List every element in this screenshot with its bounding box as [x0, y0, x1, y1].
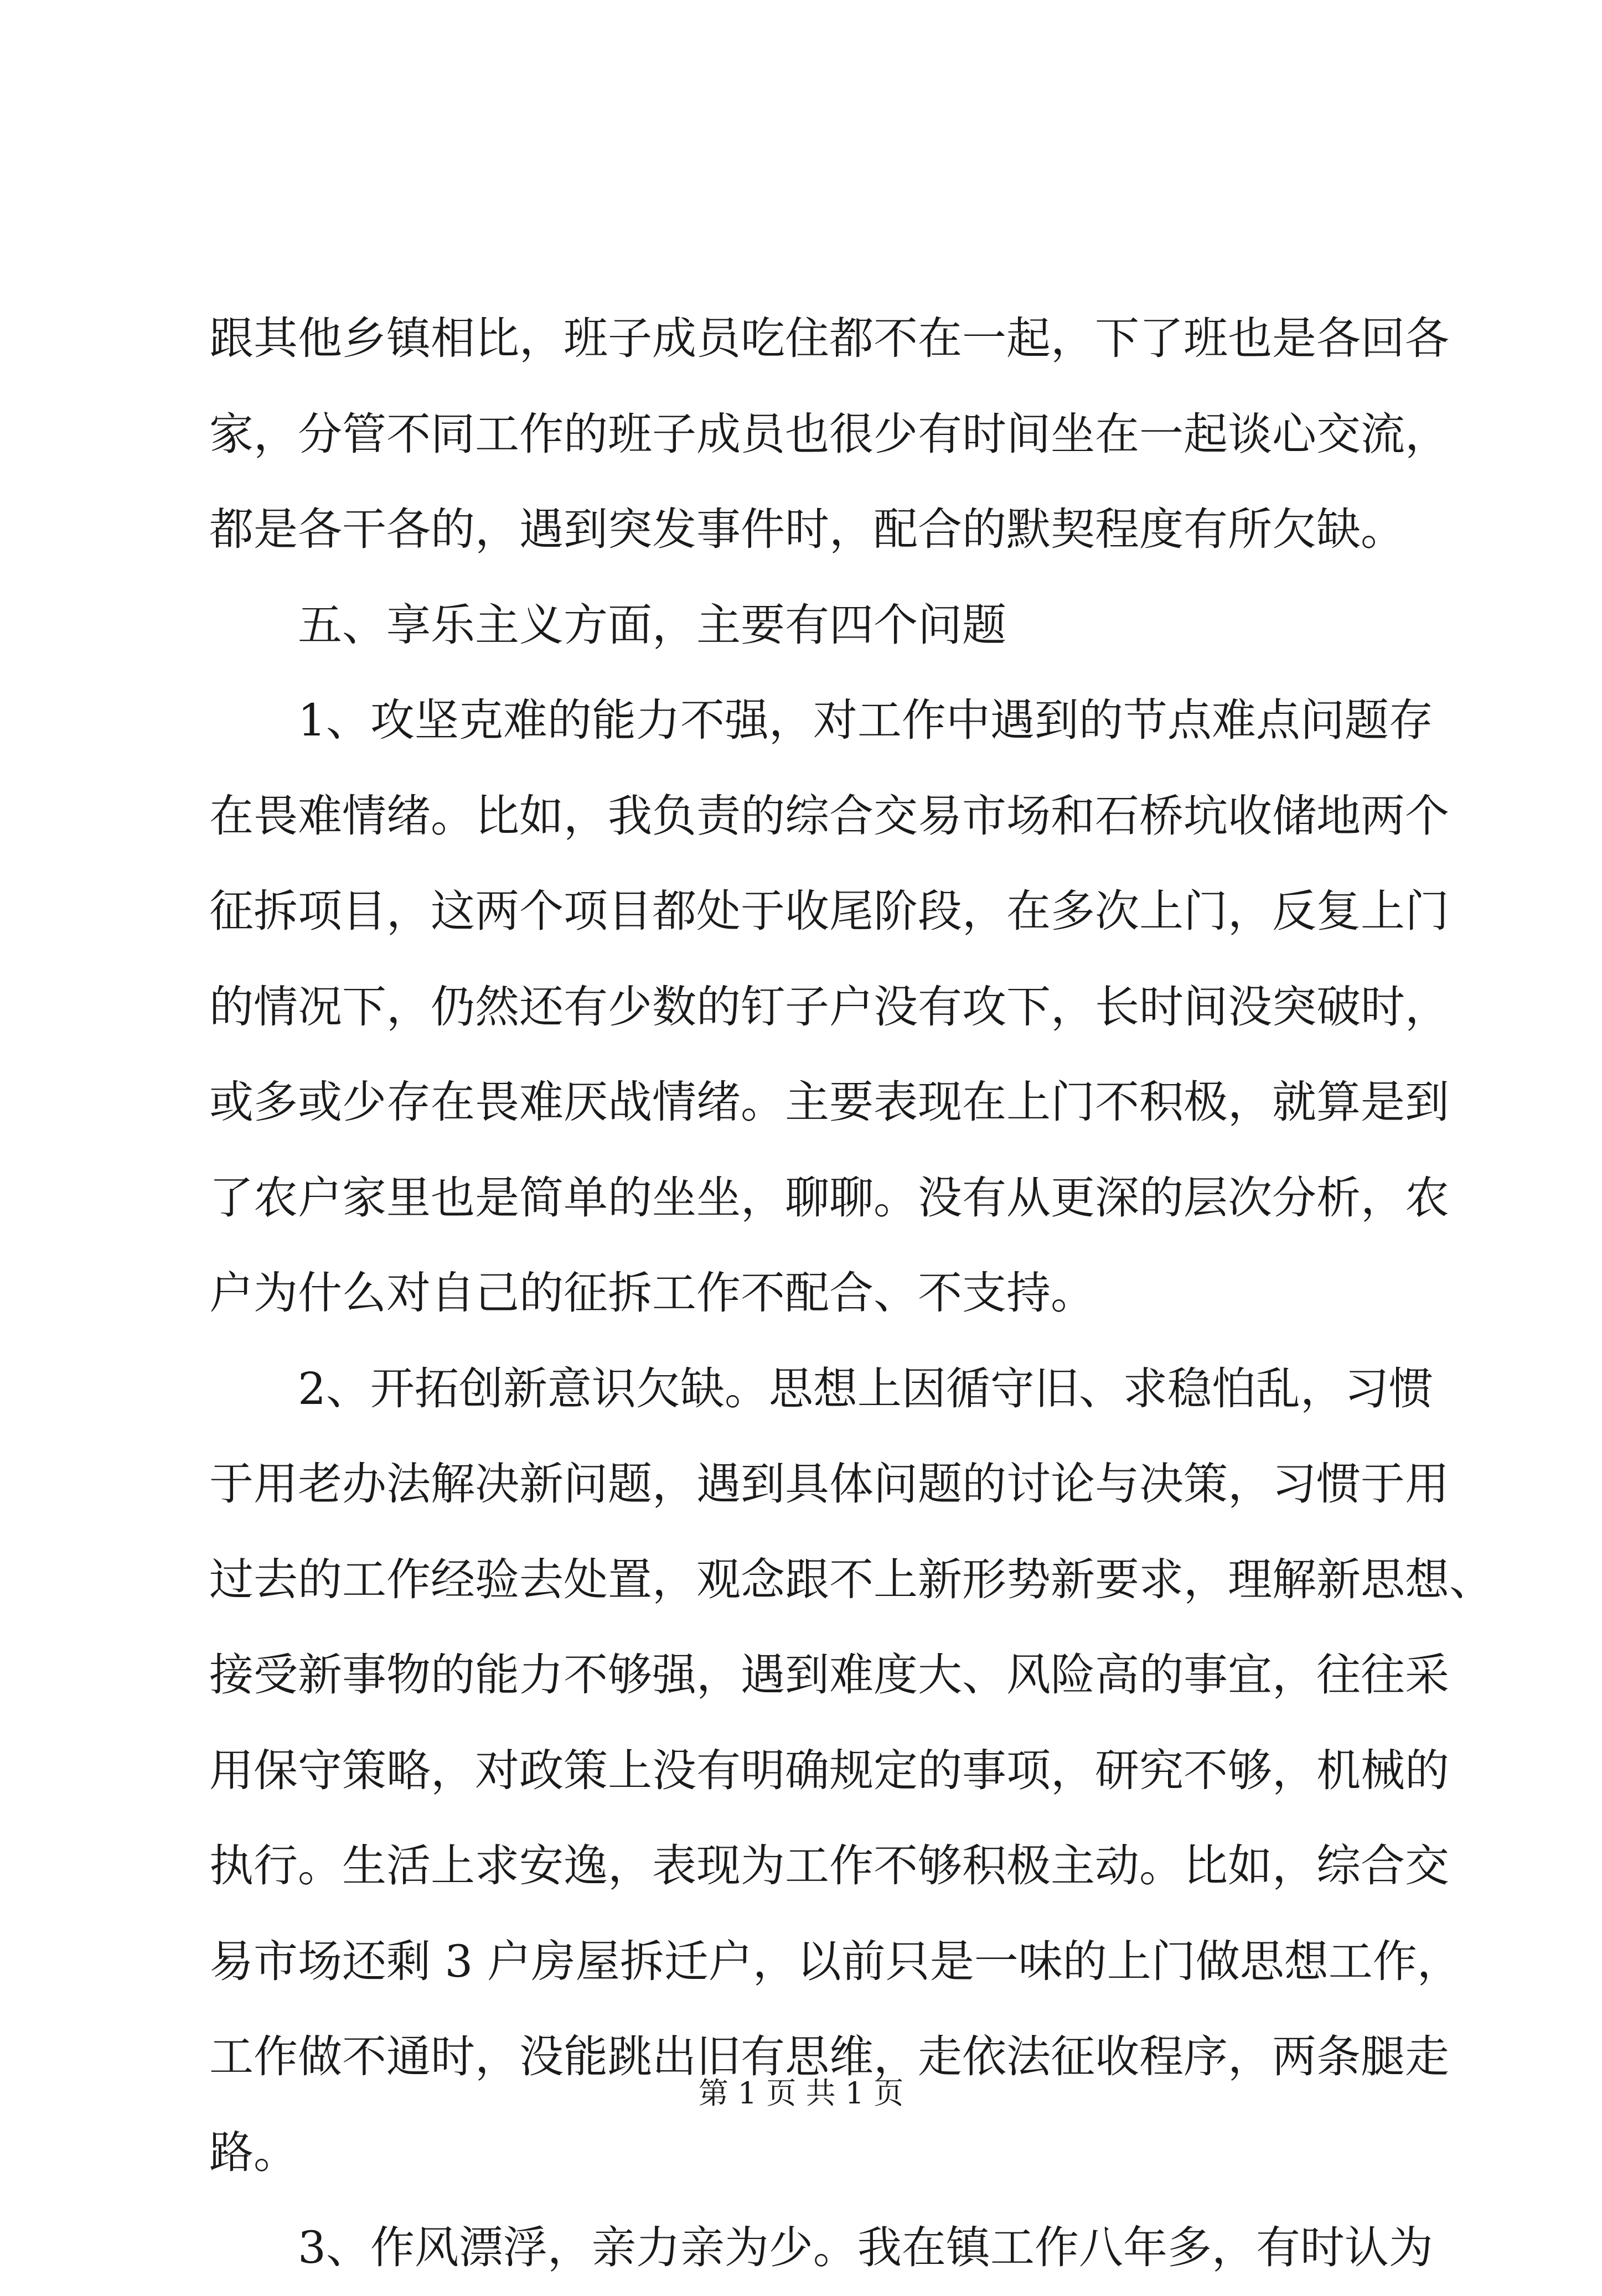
- text-line: 2、开拓创新意识欠缺。思想上因循守旧、求稳怕乱，习惯: [298, 1362, 1433, 1414]
- text-line: 接受新事物的能力不够强，遇到难度大、风险高的事宜，往往采: [209, 1649, 1449, 1701]
- text-line: 户为什么对自己的征拆工作不配合、不支持。: [209, 1267, 1095, 1319]
- page-footer: 第 1 页 共 1 页: [698, 2076, 904, 2111]
- text-line: 五、享乐主义方面，主要有四个问题: [298, 599, 1006, 651]
- text-line: 执行。生活上求安逸，表现为工作不够积极主动。比如，综合交: [209, 1840, 1449, 1891]
- text-line: 都是各干各的，遇到突发事件时，配合的默契程度有所欠缺。: [209, 504, 1405, 555]
- text-line: 用保守策略，对政策上没有明确规定的事项，研究不够，机械的: [209, 1744, 1449, 1796]
- text-line: 了农户家里也是简单的坐坐，聊聊。没有从更深的层次分析，农: [209, 1172, 1449, 1224]
- text-line: 跟其他乡镇相比，班子成员吃住都不在一起，下了班也是各回各: [209, 313, 1449, 364]
- text-line: 易市场还剩 3 户房屋拆迁户，以前只是一味的上门做思想工作，: [209, 1935, 1461, 1987]
- text-line: 的情况下，仍然还有少数的钉子户没有攻下，长时间没突破时，: [209, 981, 1449, 1033]
- document-body: [209, 291, 1494, 2296]
- text-line: 于用老办法解决新问题，遇到具体问题的讨论与决策，习惯于用: [209, 1458, 1449, 1510]
- text-line: 征拆项目，这两个项目都处于收尾阶段，在多次上门，反复上门: [209, 885, 1449, 937]
- text-line: 或多或少存在畏难厌战情绪。主要表现在上门不积极，就算是到: [209, 1076, 1449, 1128]
- text-line: 在畏难情绪。比如，我负责的综合交易市场和石桥坑收储地两个: [209, 790, 1449, 842]
- text-line: 3、作风漂浮，亲力亲为少。我在镇工作八年多，有时认为: [298, 2222, 1433, 2273]
- text-line: 1、攻坚克难的能力不强，对工作中遇到的节点难点问题存: [298, 694, 1433, 746]
- text-line: 过去的工作经验去处置，观念跟不上新形势新要求，理解新思想、: [209, 1553, 1494, 1605]
- text-line: 工作做不通时，没能跳出旧有思维，走依法征收程序，两条腿走: [209, 2031, 1449, 2082]
- text-line: 家，分管不同工作的班子成员也很少有时间坐在一起谈心交流，: [209, 408, 1449, 460]
- text-line: 路。: [209, 2126, 298, 2178]
